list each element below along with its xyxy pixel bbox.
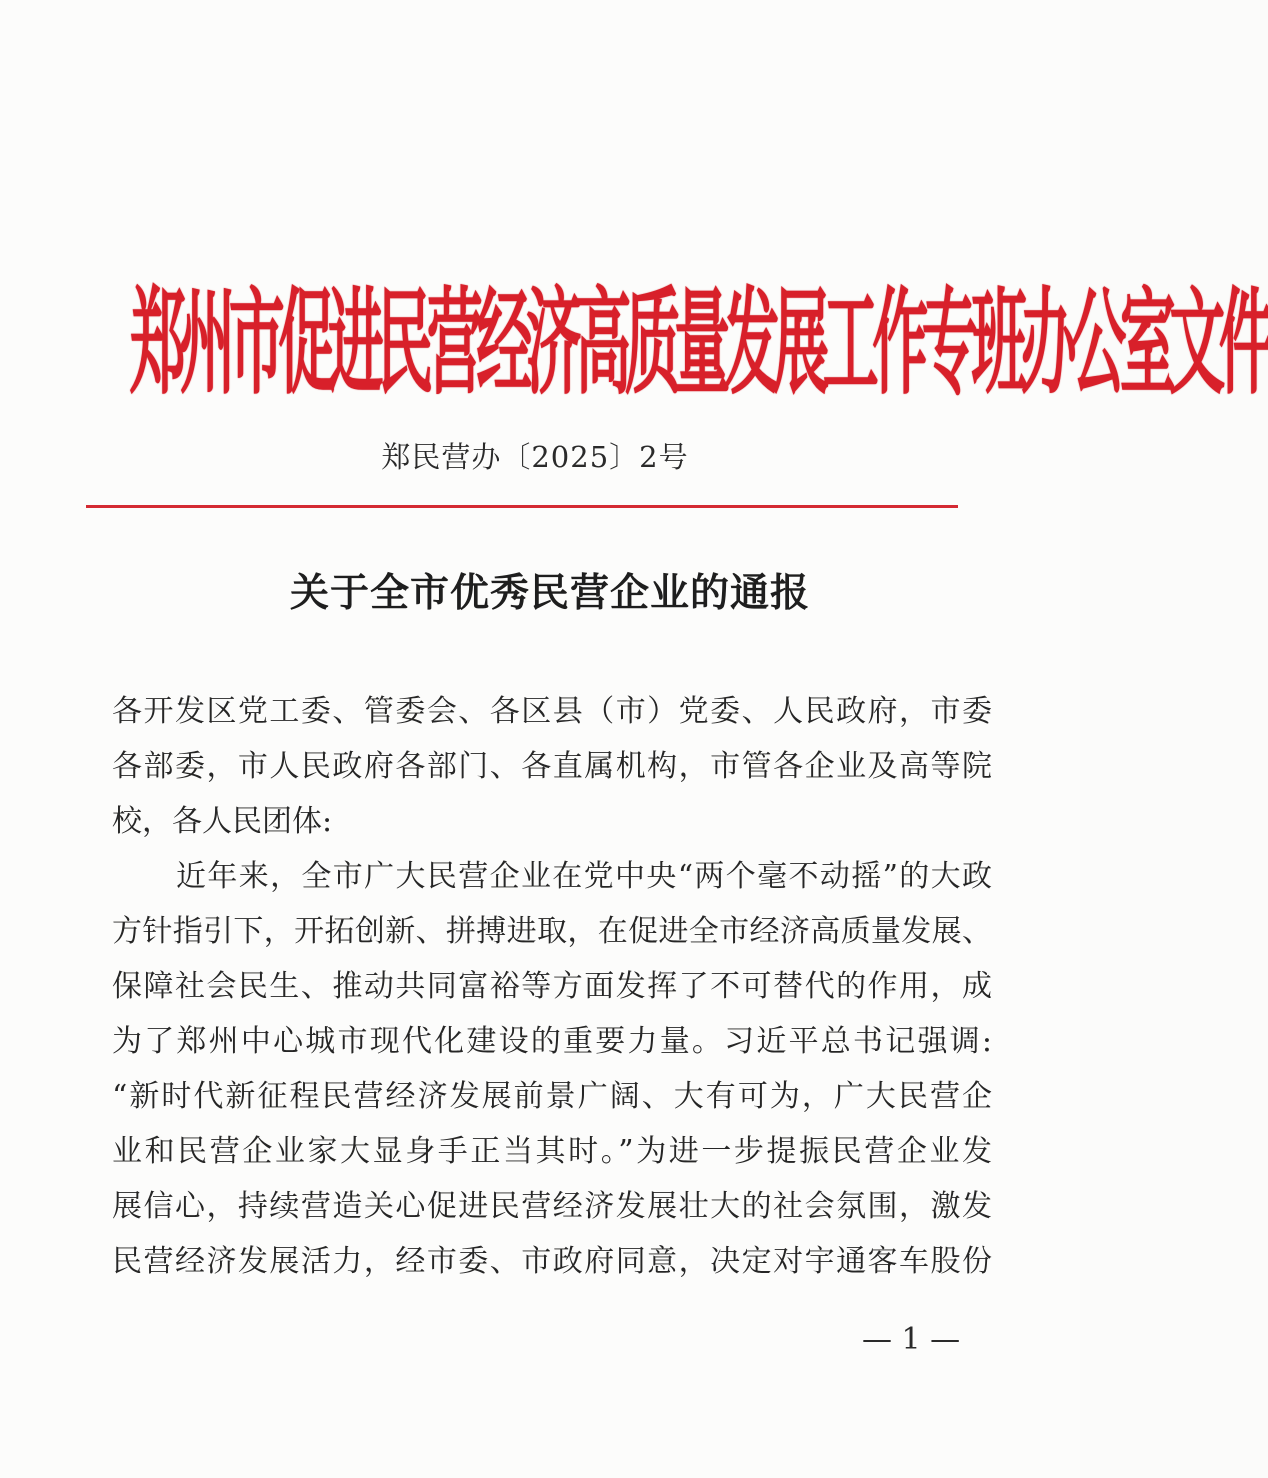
document-number: 郑民营办〔2025〕2号 (381, 440, 689, 474)
body-line: 为了郑州中心城市现代化建设的重要力量。习近平总书记强调: (112, 1024, 992, 1059)
body-line: 展信心，持续营造关心促进民营经济发展壮大的社会氛围，激发 (112, 1189, 992, 1224)
issuer-header-title: 郑州市促进民营经济高质量发展工作专班办公室文件 (129, 275, 1268, 411)
page-number: — 1 — (862, 1322, 961, 1357)
body-line: 业和民营企业家大显身手正当其时。”为进一步提振民营企业发 (112, 1134, 992, 1169)
body-line: 各开发区党工委、管委会、各区县（市）党委、人民政府，市委 (112, 694, 992, 729)
body-line: 保障社会民生、推动共同富裕等方面发挥了不可替代的作用，成 (112, 969, 992, 1004)
body-line: 各部委，市人民政府各部门、各直属机构，市管各企业及高等院 (112, 749, 992, 784)
body-line: 方针指引下，开拓创新、拼搏进取，在促进全市经济高质量发展、 (112, 914, 992, 949)
notice-title: 关于全市优秀民营企业的通报 (289, 570, 810, 616)
body-line: “新时代新征程民营经济发展前景广阔、大有可为，广大民营企 (112, 1079, 992, 1114)
body-line: 民营经济发展活力，经市委、市政府同意，决定对宇通客车股份 (112, 1244, 992, 1279)
body-line: 近年来，全市广大民营企业在党中央“两个毫不动摇”的大政 (176, 859, 992, 894)
red-divider-line (86, 505, 958, 508)
body-line: 校，各人民团体: (112, 804, 333, 839)
